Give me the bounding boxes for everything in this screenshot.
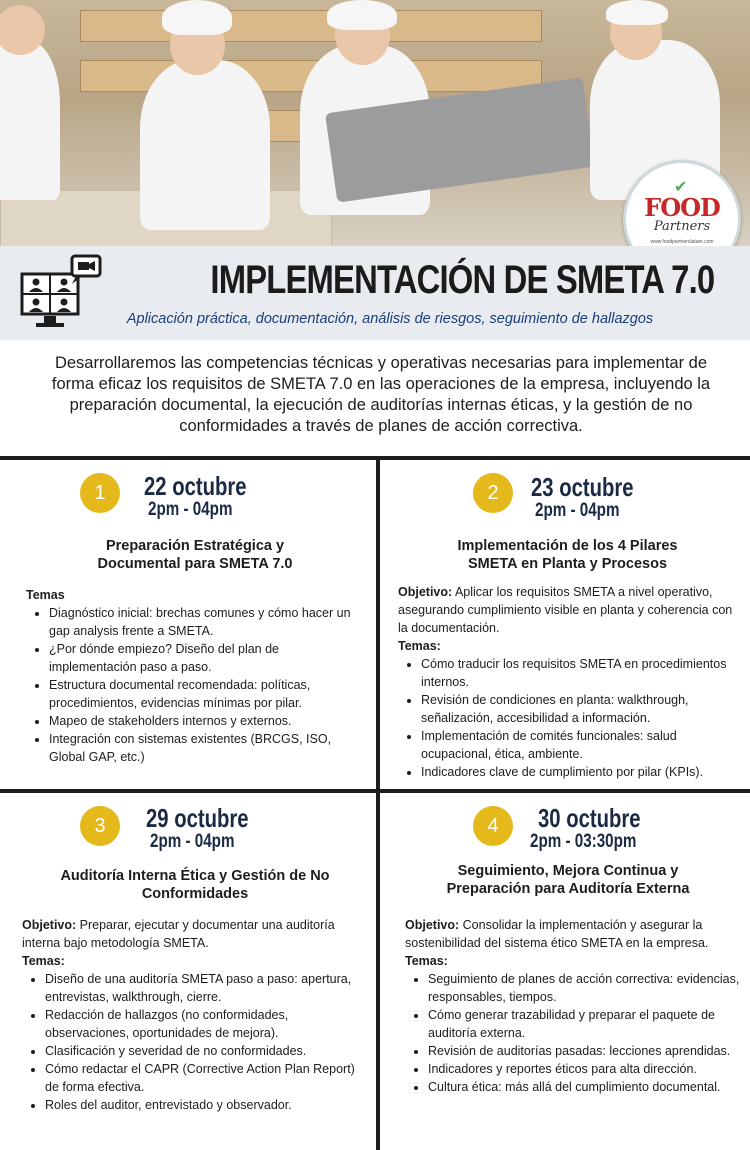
list-item: • Diagnóstico inicial: brechas comunes y cómo hacer un gap analysis frente a SMETA. [49,604,361,640]
session-title-line2: Conformidades [141,886,249,902]
session-time: 2pm - 04pm [148,499,233,520]
grid-line-middle [0,789,750,793]
topics-label: Temas [26,588,65,602]
list-item: • Cómo generar trazabilidad y preparar el paquete de auditoría externa. [428,1006,740,1042]
session-title-line1: Preparación Estratégica y [105,538,285,554]
list-item: • Clasificación y severidad de no conformidades. [45,1042,367,1060]
logo-url: www.foodpartnerslatam.com [650,239,714,245]
objective [405,916,740,952]
session-body [398,583,738,781]
session-date: 30 octubre [538,803,641,833]
list-item: • ¿Por dónde empiezo? Diseño del plan de implementación paso a paso. [49,640,361,676]
list-item: • Mapeo de stakeholders internos y externos. [49,712,361,730]
objective-label: Objetivo: [22,918,77,932]
grid-line-top [0,456,750,460]
topics-list [405,970,740,1096]
session-title-line2: Preparación para Auditoría Externa [446,881,690,897]
session-date: 23 octubre [531,472,634,502]
page-title: IMPLEMENTACIÓN DE SMETA 7.0 [210,258,715,302]
topics-label: Temas: [398,639,441,653]
session-date: 22 octubre [144,471,247,501]
intro-paragraph: Desarrollaremos las competencias técnicas y operativas necesarias para implementar de forma eficaz los requisitos de SMETA 7.0 en las operaciones de la empresa, incluyendo la preparación documental, la ejecución de auditorías internas éticas, y la gestión de no conformidades a través de planes de acción correctiva. [51,354,711,435]
objective [22,916,367,952]
session-date: 29 octubre [146,803,249,833]
session-title-line1: Implementación de los 4 Pilares [457,538,678,554]
objective [398,583,738,637]
topics-list [22,970,367,1114]
list-item: • Estructura documental recomendada: políticas, procedimientos, evidencias mínimas por pilar. [49,676,361,712]
list-item: • Cultura ética: más allá del cumplimiento documental. [428,1078,740,1096]
objective-label: Objetivo: [405,918,460,932]
objective-text: Preparar, ejecutar y documentar una auditoría interna bajo metodología SMETA. [22,918,335,950]
list-item: • Roles del auditor, entrevistado y observador. [45,1096,367,1114]
logo-tagline: Partners [653,219,711,234]
session-title-line2: SMETA en Planta y Procesos [467,556,668,572]
session-number-badge: 1 [80,473,120,513]
logo-wordmark: FOOD [644,193,720,222]
session-number-badge: 4 [473,806,513,846]
session-title-line1: Seguimiento, Mejora Continua y [457,863,679,879]
session-number-badge: 2 [473,473,513,513]
objective-text: Consolidar la implementación y asegurar la sostenibilidad del sistema ético SMETA en la empresa. [405,918,709,950]
session-title [30,537,360,573]
list-item: • Indicadores y reportes éticos para alta dirección. [428,1060,740,1078]
list-item: • Revisión de condiciones en planta: walkthrough, señalización, accesibilidad a información. [421,691,738,727]
list-item: • Cómo traducir los requisitos SMETA en procedimientos internos. [421,655,738,691]
topics-list [398,655,738,781]
leaf-check-icon: ✔ [674,179,688,196]
list-item: • Cómo redactar el CAPR (Corrective Action Plan Report) de forma efectiva. [45,1060,367,1096]
session-time: 2pm - 04pm [150,831,235,852]
topics-label: Temas: [405,954,448,968]
session-body [405,916,740,1096]
session-title-line2: Documental para SMETA 7.0 [97,556,293,572]
objective-text: Aplicar los requisitos SMETA a nivel operativo, asegurando cumplimiento visible en planta y coherencia con la documentación. [398,585,733,635]
session-title-line1: Auditoría Interna Ética y Gestión de No [60,868,330,884]
session-title [25,867,365,903]
topics-label: Temas: [22,954,65,968]
topics-list [26,604,361,766]
list-item: • Implementación de comités funcionales: salud ocupacional, ética, ambiente. [421,727,738,763]
session-title [395,537,740,573]
session-body [26,586,361,766]
session-title [398,862,738,898]
objective-label: Objetivo: [398,585,453,599]
list-item: • Revisión de auditorías pasadas: lecciones aprendidas. [428,1042,740,1060]
list-item: • Indicadores clave de cumplimiento por pilar (KPIs). [421,763,738,781]
session-body [22,916,367,1114]
session-time: 2pm - 03:30pm [530,831,637,852]
list-item: • Diseño de una auditoría SMETA paso a paso: apertura, entrevistas, walkthrough, cierre. [45,970,367,1006]
list-item: • Seguimiento de planes de acción correctiva: evidencias, responsables, tiempos. [428,970,740,1006]
grid-line-vertical [376,456,380,1150]
page-subtitle: Aplicación práctica, documentación, análisis de riesgos, seguimiento de hallazgos [126,311,654,327]
session-number-badge: 3 [80,806,120,846]
session-time: 2pm - 04pm [535,500,620,521]
list-item: • Redacción de hallazgos (no conformidades, observaciones, oportunidades de mejora). [45,1006,367,1042]
list-item: • Integración con sistemas existentes (BRCGS, ISO, Global GAP, etc.) [49,730,361,766]
